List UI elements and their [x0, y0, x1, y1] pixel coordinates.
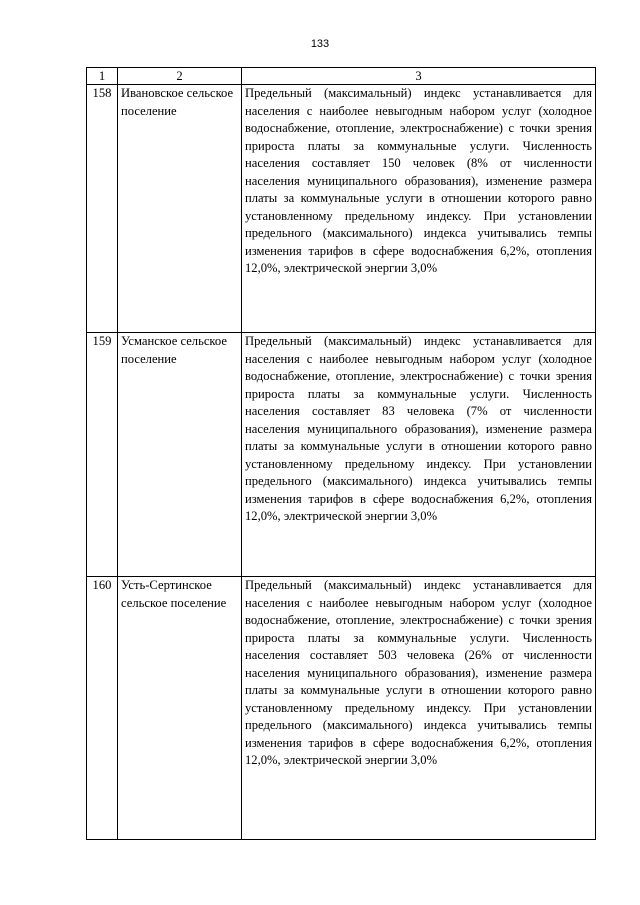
- table-row: [87, 333, 596, 577]
- row-number: 159: [87, 333, 118, 577]
- settlement-name: Усть-Сертинское сельское поселение: [118, 577, 242, 840]
- index-description: Предельный (максимальный) индекс устанавливается для населения с наиболее невыгодным набором услуг (холодное водоснабжение, отопление, электроснабжение) с точки зрения прироста платы за коммунальные услуги. Численность населения составляет 83 человека (7% от численности населения муниципального образования), изменение размера платы за коммунальные услуги в отношении которого равно установленному предельному индексу. При установлении предельного (максимального) индекса учитывались темпы изменения тарифов в сфере водоснабжения 6,2%, отопления 12,0%, электрической энергии 3,0%: [242, 333, 596, 577]
- tariff-index-table: [86, 67, 596, 840]
- table-row: [87, 577, 596, 840]
- column-header-3: 3: [242, 68, 596, 85]
- column-header-2: 2: [118, 68, 242, 85]
- row-number: 158: [87, 85, 118, 333]
- column-header-1: 1: [87, 68, 118, 85]
- index-description: Предельный (максимальный) индекс устанавливается для населения с наиболее невыгодным набором услуг (холодное водоснабжение, отопление, электроснабжение) с точки зрения прироста платы за коммунальные услуги. Численность населения составляет 503 человека (26% от численности населения муниципального образования), изменение размера платы за коммунальные услуги в отношении которого равно установленному предельному индексу. При установлении предельного (максимального) индекса учитывались темпы изменения тарифов в сфере водоснабжения 6,2%, отопления 12,0%, электрической энергии 3,0%: [242, 577, 596, 840]
- index-description: Предельный (максимальный) индекс устанавливается для населения с наиболее невыгодным набором услуг (холодное водоснабжение, отопление, электроснабжение) с точки зрения прироста платы за коммунальные услуги. Численность населения составляет 150 человек (8% от численности населения муниципального образования), изменение размера платы за коммунальные услуги в отношении которого равно установленному предельному индексу. При установлении предельного (максимального) индекса учитывались темпы изменения тарифов в сфере водоснабжения 6,2%, отопления 12,0%, электрической энергии 3,0%: [242, 85, 596, 333]
- settlement-name: Ивановское сельское поселение: [118, 85, 242, 333]
- settlement-name: Усманское сельское поселение: [118, 333, 242, 577]
- row-number: 160: [87, 577, 118, 840]
- table-row: [87, 85, 596, 333]
- table-header-row: [87, 68, 596, 85]
- page-number: 133: [310, 38, 330, 50]
